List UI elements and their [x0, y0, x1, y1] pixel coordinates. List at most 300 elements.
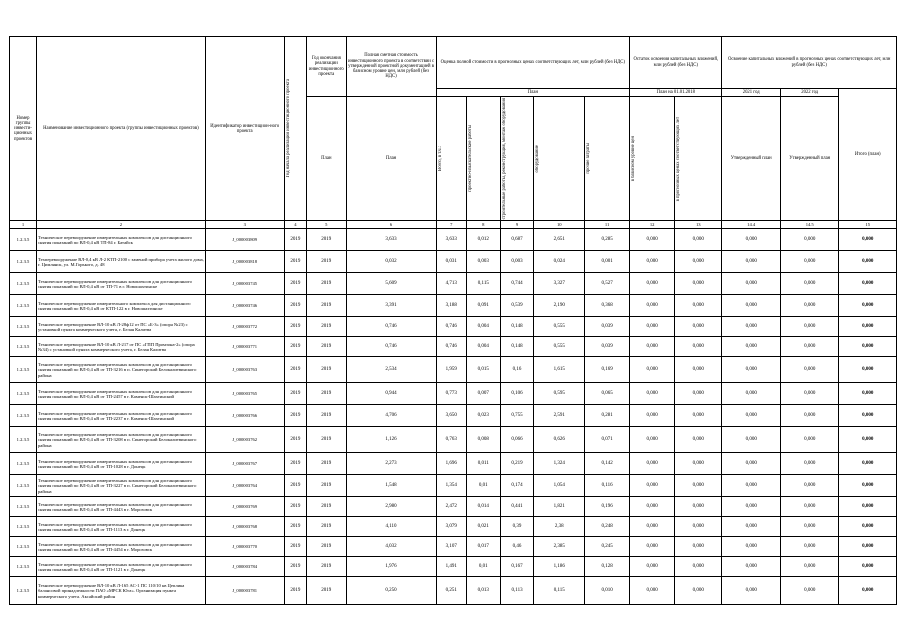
- group-number-cell: 1.2.3.5: [10, 295, 37, 317]
- value-cell: 0,015: [466, 357, 500, 383]
- value-cell: 0,000: [780, 453, 839, 475]
- value-cell: 2,472: [436, 497, 466, 517]
- value-cell: 0,773: [436, 383, 466, 405]
- value-cell: 0,285: [585, 229, 630, 251]
- value-cell: 2,591: [534, 405, 585, 427]
- value-cell: 0,000: [630, 497, 675, 517]
- group-number-cell: 1.2.3.5: [10, 475, 37, 497]
- value-cell: 0,01: [466, 475, 500, 497]
- value-cell: 0,687: [500, 229, 534, 251]
- value-cell: 0,000: [630, 357, 675, 383]
- column-number: 3: [205, 221, 284, 229]
- value-cell: 0,000: [839, 405, 897, 427]
- value-cell: 0,000: [780, 427, 839, 453]
- project-id-cell: J_000003768: [205, 517, 284, 537]
- value-cell: 0,000: [839, 229, 897, 251]
- group-number-cell: 1.2.3.5: [10, 427, 37, 453]
- group-number-cell: 1.2.3.5: [10, 337, 37, 357]
- value-cell: 2019: [307, 251, 346, 273]
- group-number-cell: 1.2.3.5: [10, 497, 37, 517]
- column-number: 2: [37, 221, 206, 229]
- value-cell: 0,106: [500, 383, 534, 405]
- header-total-incl: Всего, в т.ч.:: [436, 97, 466, 221]
- value-cell: 1,959: [436, 357, 466, 383]
- value-cell: 0,004: [466, 337, 500, 357]
- value-cell: 0,000: [722, 405, 781, 427]
- value-cell: 2019: [284, 317, 307, 337]
- value-cell: 0,113: [500, 577, 534, 605]
- column-number: 13: [675, 221, 722, 229]
- value-cell: 0,000: [722, 517, 781, 537]
- project-name-cell: Техническое перевооружение измерительных комплексов для дистанционного снятия показаний по ВЛ-0,4 кВ от ТП-1028 в г. Донецк: [37, 453, 206, 475]
- value-cell: 0,032: [346, 251, 436, 273]
- value-cell: 0,000: [630, 557, 675, 577]
- value-cell: 0,16: [500, 357, 534, 383]
- value-cell: 0,000: [839, 337, 897, 357]
- value-cell: 3,327: [534, 273, 585, 295]
- value-cell: 0,000: [722, 427, 781, 453]
- value-cell: 0,003: [466, 251, 500, 273]
- value-cell: 0,000: [675, 475, 722, 497]
- value-cell: 2019: [307, 537, 346, 557]
- value-cell: 0,000: [780, 405, 839, 427]
- header-end-plan: План: [307, 97, 346, 221]
- value-cell: 0,000: [630, 337, 675, 357]
- value-cell: 5,609: [346, 273, 436, 295]
- value-cell: 0,000: [630, 427, 675, 453]
- value-cell: 2019: [284, 475, 307, 497]
- value-cell: 0,000: [675, 405, 722, 427]
- table-body: [10, 229, 897, 605]
- value-cell: 1,548: [346, 475, 436, 497]
- value-cell: 3,188: [436, 295, 466, 317]
- value-cell: 0,755: [500, 405, 534, 427]
- value-cell: 2019: [284, 273, 307, 295]
- value-cell: 0,000: [630, 317, 675, 337]
- value-cell: 0,000: [675, 497, 722, 517]
- value-cell: 1,354: [436, 475, 466, 497]
- header-pir: проектно-изыскательские работы: [466, 97, 500, 221]
- value-cell: 3,391: [346, 295, 436, 317]
- group-number-cell: 1.2.3.5: [10, 273, 37, 295]
- value-cell: 0,000: [780, 497, 839, 517]
- header-id: Идентификатор инвестицион-ного проекта: [205, 37, 284, 221]
- value-cell: 0,000: [630, 229, 675, 251]
- value-cell: 0,000: [839, 251, 897, 273]
- value-cell: 1,054: [534, 475, 585, 497]
- value-cell: 0,000: [722, 337, 781, 357]
- column-number: 6: [346, 221, 436, 229]
- value-cell: 2019: [284, 497, 307, 517]
- project-id-cell: J_000003771: [205, 337, 284, 357]
- value-cell: 0,004: [466, 317, 500, 337]
- value-cell: 4,032: [346, 537, 436, 557]
- value-cell: 0,000: [722, 577, 781, 605]
- value-cell: 4,713: [436, 273, 466, 295]
- project-id-cell: J_000003809: [205, 229, 284, 251]
- project-name-cell: Техническое перевооружение измерительных комплексов для дистанционного снятия показаний по ВЛ-0,4 кВ от ТП-2237 в г. Каменск-Шахтинский: [37, 405, 206, 427]
- value-cell: 0,744: [500, 273, 534, 295]
- value-cell: 0,245: [585, 537, 630, 557]
- value-cell: 1,696: [436, 453, 466, 475]
- value-cell: 0,000: [780, 557, 839, 577]
- value-cell: 0,066: [500, 427, 534, 453]
- value-cell: 0,000: [722, 537, 781, 557]
- header-name: Наименование инвестиционного проекта (группы инвестиционных проектов): [37, 37, 206, 221]
- group-number-cell: 1.2.3.5: [10, 317, 37, 337]
- value-cell: 2019: [284, 357, 307, 383]
- project-name-cell: Техническое перевооружение измерительных комплексов для дистанционного снятия показаний по ВЛ-0,4 кВ от ТП-3216 в п. Синегорский Белокалитвинского района: [37, 357, 206, 383]
- value-cell: 0,065: [585, 383, 630, 405]
- value-cell: 2,38: [534, 517, 585, 537]
- value-cell: 0,000: [722, 295, 781, 317]
- value-cell: 0,000: [780, 295, 839, 317]
- value-cell: 2019: [307, 383, 346, 405]
- value-cell: 0,251: [436, 577, 466, 605]
- header-approved: Утвержденный план: [722, 97, 781, 221]
- header-proposed: Утвержденный план: [780, 97, 839, 221]
- value-cell: 3,633: [436, 229, 466, 251]
- value-cell: 2019: [307, 427, 346, 453]
- project-name-cell: Техническое перевооружение измерительных комплексов для дистанционного снятия показаний по ВЛ-0,4 кВ от ТП-3227 в п. Синегорский Белокалитвинского района: [37, 475, 206, 497]
- project-name-cell: Техническое перевооружение ВЛ-10 кВ Л-165 АС-1 ПС 110/10 кв Цеплика балансовой принадлежности ПАО «МРСК Юга». Организация пункта коммерческого учета. Аксайский район: [37, 577, 206, 605]
- value-cell: 0,539: [500, 295, 534, 317]
- value-cell: 2019: [307, 273, 346, 295]
- value-cell: 2019: [307, 453, 346, 475]
- value-cell: 2,534: [346, 357, 436, 383]
- column-number: 10: [534, 221, 585, 229]
- value-cell: 0,148: [500, 337, 534, 357]
- value-cell: 0,000: [780, 475, 839, 497]
- value-cell: 0,115: [534, 577, 585, 605]
- value-cell: 0,000: [675, 577, 722, 605]
- project-id-cell: J_000003745: [205, 273, 284, 295]
- value-cell: 4,706: [346, 405, 436, 427]
- project-id-cell: J_000003766: [205, 405, 284, 427]
- value-cell: 0,115: [466, 273, 500, 295]
- value-cell: 0,46: [500, 537, 534, 557]
- value-cell: 0,000: [780, 383, 839, 405]
- value-cell: 2019: [307, 295, 346, 317]
- value-cell: 0,01: [466, 557, 500, 577]
- project-name-cell: Техническое перевооружение ВЛ-10 кВ Л-28ф12 от ПС «Б-3» (опора №23) с установкой пункта коммерческого учета, г. Белая Калитва: [37, 317, 206, 337]
- table-row: [10, 383, 897, 405]
- value-cell: 0,595: [534, 383, 585, 405]
- value-cell: 2019: [284, 405, 307, 427]
- value-cell: 0,031: [436, 251, 466, 273]
- value-cell: 0,039: [585, 337, 630, 357]
- value-cell: 0,000: [780, 517, 839, 537]
- value-cell: 0,011: [466, 453, 500, 475]
- value-cell: 0,000: [630, 475, 675, 497]
- project-name-cell: Техническое перевооружение измерительных комплексов для дистанционного снятия показаний по ВЛ-0,4 кВ ТП-84 г. Батайск: [37, 229, 206, 251]
- table-row: [10, 405, 897, 427]
- project-id-cell: J_000003770: [205, 537, 284, 557]
- table-row: [10, 295, 897, 317]
- value-cell: 2019: [307, 577, 346, 605]
- value-cell: 0,000: [630, 577, 675, 605]
- value-cell: 0,116: [585, 475, 630, 497]
- column-number-row: [10, 221, 897, 229]
- group-number-cell: 1.2.3.5: [10, 537, 37, 557]
- value-cell: 2,190: [534, 295, 585, 317]
- value-cell: 0,167: [500, 557, 534, 577]
- table-row: [10, 577, 897, 605]
- value-cell: 0,000: [675, 517, 722, 537]
- value-cell: 0,944: [346, 383, 436, 405]
- table-row: [10, 517, 897, 537]
- table-row: [10, 497, 897, 517]
- value-cell: 0,250: [346, 577, 436, 605]
- column-number: 15: [839, 221, 897, 229]
- column-number: 1: [10, 221, 37, 229]
- header-other: прочие затраты: [585, 97, 630, 221]
- value-cell: 0,763: [436, 427, 466, 453]
- project-name-cell: Техническое перевооружение измерительных комплексов для дистанционного снятия показаний по ВЛ-0,4 кВ от ТП-1113 в г. Донецк: [37, 517, 206, 537]
- value-cell: 0,000: [722, 453, 781, 475]
- column-number: 12: [630, 221, 675, 229]
- value-cell: 2019: [307, 557, 346, 577]
- column-number: 8: [466, 221, 500, 229]
- table-row: [10, 475, 897, 497]
- value-cell: 0,281: [585, 405, 630, 427]
- value-cell: 0,000: [630, 517, 675, 537]
- value-cell: 0,000: [675, 383, 722, 405]
- value-cell: 0,000: [675, 337, 722, 357]
- column-number: 14.5: [780, 221, 839, 229]
- value-cell: 0,000: [839, 517, 897, 537]
- project-id-cell: J_000003781: [205, 577, 284, 605]
- value-cell: 0,000: [630, 537, 675, 557]
- value-cell: 0,000: [839, 557, 897, 577]
- value-cell: 2019: [284, 427, 307, 453]
- value-cell: 2019: [307, 317, 346, 337]
- value-cell: 0,555: [534, 317, 585, 337]
- group-number-cell: 1.2.3.5: [10, 453, 37, 475]
- value-cell: 0,012: [466, 229, 500, 251]
- table-row: [10, 337, 897, 357]
- investment-projects-table: [9, 36, 897, 605]
- value-cell: 0,39: [500, 517, 534, 537]
- header-estimate: Оценка полной стоимости в прогнозных ценах соответствующих лет, млн рублей (без НДС): [436, 37, 630, 89]
- value-cell: 1,324: [534, 453, 585, 475]
- column-number: 9: [500, 221, 534, 229]
- project-name-cell: Техническое перевооружение измерительных комплексов для дистанционного снятия показаний по ВЛ-0,4 кВ от ТП-2457 в г. Каменск-Шахтинский: [37, 383, 206, 405]
- group-number-cell: 1.2.3.5: [10, 405, 37, 427]
- value-cell: 0,746: [346, 337, 436, 357]
- value-cell: 2019: [284, 557, 307, 577]
- value-cell: 0,000: [722, 557, 781, 577]
- value-cell: 3,079: [436, 517, 466, 537]
- value-cell: 2019: [284, 229, 307, 251]
- project-name-cell: Техническое перевооружение измерительных комплексов для дистанционного снятия показаний по ВЛ-0,4 кВ от ТП-71 в г. Новошахтинске: [37, 273, 206, 295]
- value-cell: 0,527: [585, 273, 630, 295]
- value-cell: 0,071: [585, 427, 630, 453]
- project-name-cell: Техническое перевооружение измерительных комплексов для дистанционного снятия показаний по ВЛ-0,4 кВ от ТП-4443 в г. Морозовск: [37, 497, 206, 517]
- value-cell: 0,000: [780, 577, 839, 605]
- table-row: [10, 537, 897, 557]
- value-cell: 0,008: [466, 427, 500, 453]
- value-cell: 2019: [284, 537, 307, 557]
- value-cell: 0,000: [839, 383, 897, 405]
- value-cell: 0,000: [675, 317, 722, 337]
- value-cell: 0,000: [780, 317, 839, 337]
- project-name-cell: Техническое перевооружение измерительных комплексов для дистанционного снятия показаний по ВЛ-0,4 кВ от ТП-1121 в г. Донецк: [37, 557, 206, 577]
- group-number-cell: 1.2.3.5: [10, 557, 37, 577]
- value-cell: 0,000: [675, 229, 722, 251]
- value-cell: 0,626: [534, 427, 585, 453]
- value-cell: 2019: [307, 497, 346, 517]
- value-cell: 2019: [307, 337, 346, 357]
- value-cell: 0,000: [675, 557, 722, 577]
- value-cell: 4,110: [346, 517, 436, 537]
- header-full-cost: Полная сметная стоимость инвестиционного проекта в соответствии с утвержденной проектной документацией в базисном уровне цен, млн рублей (без НДС): [346, 37, 436, 97]
- project-id-cell: J_000003772: [205, 317, 284, 337]
- value-cell: 0,000: [675, 453, 722, 475]
- group-number-cell: 1.2.3.5: [10, 383, 37, 405]
- project-id-cell: J_000003784: [205, 557, 284, 577]
- value-cell: 0,000: [630, 383, 675, 405]
- value-cell: 3,107: [436, 537, 466, 557]
- value-cell: 0,142: [585, 453, 630, 475]
- value-cell: 0,013: [466, 577, 500, 605]
- value-cell: 0,196: [585, 497, 630, 517]
- header-equipment: оборудование: [534, 97, 585, 221]
- header-financing: Освоение капитальных вложений в прогнозных ценах соответствующих лет, млн рублей (без НДС): [722, 37, 897, 89]
- value-cell: 0,023: [466, 405, 500, 427]
- table-row: [10, 557, 897, 577]
- value-cell: 0,000: [630, 295, 675, 317]
- value-cell: 2019: [307, 357, 346, 383]
- value-cell: 0,000: [722, 229, 781, 251]
- value-cell: 0,010: [585, 577, 630, 605]
- value-cell: 0,000: [780, 251, 839, 273]
- table-row: [10, 251, 897, 273]
- project-id-cell: J_000003764: [205, 475, 284, 497]
- column-number: 7: [436, 221, 466, 229]
- value-cell: 0,000: [675, 295, 722, 317]
- project-name-cell: Техперевооружение ВЛ-0,4 кВ Л-2 КТП-2100 с заменой прибора учета жилого дома, г. Цимлянск, ул. М.Горького, д. 48: [37, 251, 206, 273]
- value-cell: 2019: [307, 517, 346, 537]
- header-total: Итого (план): [839, 89, 897, 221]
- value-cell: 0,000: [722, 497, 781, 517]
- value-cell: 0,174: [500, 475, 534, 497]
- value-cell: 0,000: [780, 229, 839, 251]
- value-cell: 0,000: [839, 273, 897, 295]
- group-number-cell: 1.2.3.5: [10, 229, 37, 251]
- value-cell: 0,000: [839, 475, 897, 497]
- value-cell: 0,169: [585, 357, 630, 383]
- project-name-cell: Техническое перевооружение измерительных комплексов для дистанционного снятия показаний по ВЛ-0,4 кВ от ТП-4454 в г. Морозовск: [37, 537, 206, 557]
- value-cell: 0,000: [630, 453, 675, 475]
- investment-table-page: [9, 36, 897, 605]
- value-cell: 0,000: [839, 427, 897, 453]
- value-cell: 0,000: [839, 577, 897, 605]
- value-cell: 0,000: [722, 383, 781, 405]
- value-cell: 1,126: [346, 427, 436, 453]
- project-id-cell: J_000003762: [205, 427, 284, 453]
- value-cell: 0,000: [675, 251, 722, 273]
- value-cell: 0,000: [780, 357, 839, 383]
- value-cell: 1,615: [534, 357, 585, 383]
- value-cell: 0,000: [722, 357, 781, 383]
- value-cell: 0,746: [346, 317, 436, 337]
- group-number-cell: 1.2.3.5: [10, 517, 37, 537]
- table-row: [10, 273, 897, 295]
- value-cell: 0,000: [839, 537, 897, 557]
- value-cell: 0,746: [436, 317, 466, 337]
- value-cell: 2,980: [346, 497, 436, 517]
- value-cell: 0,148: [500, 317, 534, 337]
- value-cell: 0,000: [839, 317, 897, 337]
- header-cost-plan: План: [346, 97, 436, 221]
- value-cell: 2019: [307, 475, 346, 497]
- header-group: Номер группы инвести-ционных проектов: [10, 37, 37, 221]
- value-cell: 0,014: [466, 497, 500, 517]
- project-id-cell: J_000003818: [205, 251, 284, 273]
- value-cell: 0,000: [675, 427, 722, 453]
- value-cell: 2019: [284, 577, 307, 605]
- header-plan-date: План на 01.01.2018: [630, 89, 722, 97]
- column-number: 4: [284, 221, 307, 229]
- project-name-cell: Техническое перевооружение измерительного комплекса для дистанционного снятия показаний по ВЛ-0,4 кВ от КТП-122 в г. Новошахтинске: [37, 295, 206, 317]
- project-name-cell: Техническое перевооружение измерительных комплексов для дистанционного снятия показаний по ВЛ-0,4 кВ от ТП-3208 в п. Синегорский Белокалитвинского района: [37, 427, 206, 453]
- value-cell: 1,186: [534, 557, 585, 577]
- value-cell: 2,273: [346, 453, 436, 475]
- project-id-cell: J_000003765: [205, 383, 284, 405]
- value-cell: 2019: [284, 517, 307, 537]
- value-cell: 0,441: [500, 497, 534, 517]
- column-number: 5: [307, 221, 346, 229]
- table-row: [10, 357, 897, 383]
- value-cell: 0,039: [585, 317, 630, 337]
- value-cell: 0,000: [675, 357, 722, 383]
- value-cell: 0,000: [780, 337, 839, 357]
- header-remaining: Остаток освоения капитальных вложений, млн рублей (без НДС): [630, 37, 722, 89]
- value-cell: 0,001: [585, 251, 630, 273]
- header-forecast-prices: в прогнозных ценах соответствующих лет: [675, 97, 722, 221]
- value-cell: 2019: [284, 383, 307, 405]
- value-cell: 0,000: [722, 273, 781, 295]
- project-id-cell: J_000003746: [205, 295, 284, 317]
- value-cell: 0,091: [466, 295, 500, 317]
- table-row: [10, 427, 897, 453]
- value-cell: 0,000: [630, 251, 675, 273]
- header-plan: План: [436, 89, 630, 97]
- value-cell: 0,017: [466, 537, 500, 557]
- value-cell: 0,000: [839, 357, 897, 383]
- value-cell: 0,000: [839, 453, 897, 475]
- value-cell: 0,368: [585, 295, 630, 317]
- value-cell: 2019: [284, 453, 307, 475]
- header-2021: 2021 год: [722, 89, 781, 97]
- value-cell: 1,976: [346, 557, 436, 577]
- header-end-year: Год окончания реализации инвестиционного проекта: [307, 37, 346, 97]
- group-number-cell: 1.2.3.5: [10, 577, 37, 605]
- value-cell: 0,000: [630, 273, 675, 295]
- value-cell: 0,000: [839, 295, 897, 317]
- value-cell: 0,000: [839, 497, 897, 517]
- value-cell: 0,000: [780, 537, 839, 557]
- header-smr: строительные работы, реконструкция, монтаж оборудования: [500, 97, 534, 221]
- value-cell: 2019: [307, 405, 346, 427]
- value-cell: 0,000: [780, 273, 839, 295]
- value-cell: 0,219: [500, 453, 534, 475]
- value-cell: 0,003: [500, 251, 534, 273]
- group-number-cell: 1.2.3.5: [10, 357, 37, 383]
- value-cell: 2019: [284, 337, 307, 357]
- value-cell: 0,000: [675, 273, 722, 295]
